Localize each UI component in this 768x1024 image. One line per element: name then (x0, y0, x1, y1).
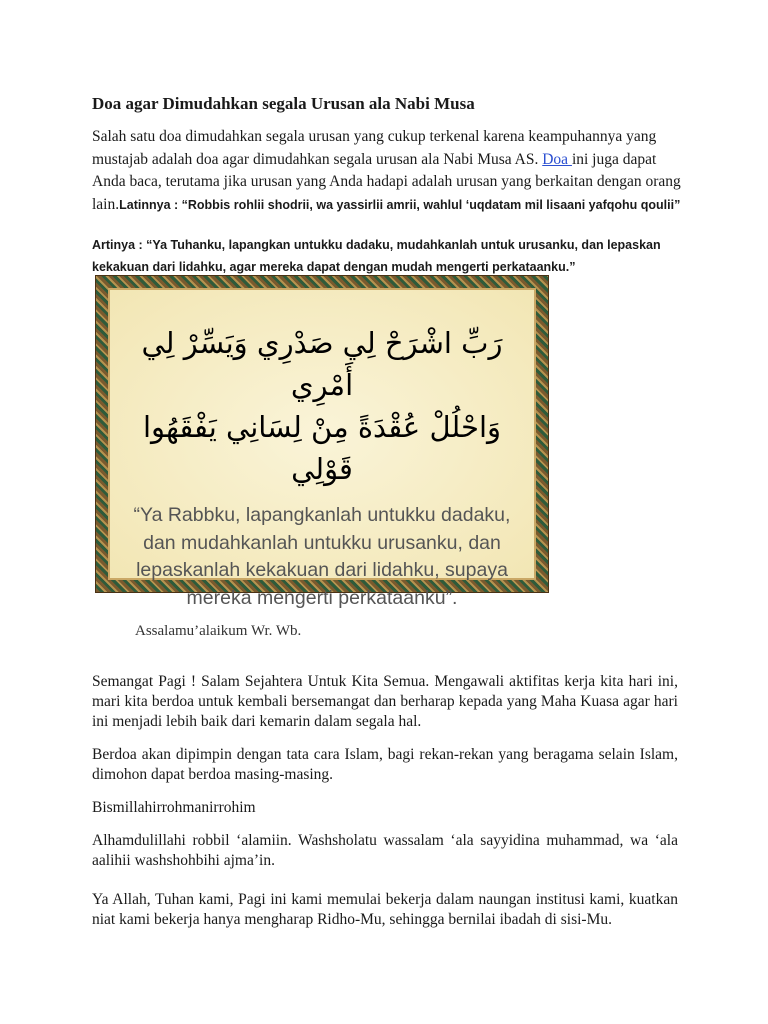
prayer-image-frame (96, 276, 548, 609)
translation-paragraph: Artinya : “Ya Tuhanku, lapangkan untukku dadaku, mudahkanlah untuk urusanku, dan lepaskan kekakuan dari lidahku, agar mereka dapat dengan mudah mengerti perkataanku.” (92, 238, 661, 274)
page-title: Doa agar Dimudahkan segala Urusan ala Nabi Musa (92, 94, 475, 113)
image-translation: “Ya Rabbku, lapangkanlah untukku dadaku, dan mudahkanlah untukku urusanku, dan lepaskanlah kekakuan dari lidahku, supaya mereka mengerti perkataanku”. (133, 504, 511, 609)
intro-text: Salah satu doa dimudahkan segala urusan yang cukup terkenal karena keampuhannya yang mustajab adalah doa agar dimudahkan segala urusan ala Nabi Musa AS. (92, 128, 657, 168)
greeting: Assalamu’alaikum Wr. Wb. (135, 623, 302, 639)
paragraph-hamdalah: Alhamdulillahi robbil ‘alamiin. Washsholatu wassalam ‘ala sayyidina muhammad, wa ‘ala aalihii washshohbihi ajma’in. (92, 832, 678, 869)
intro-paragraph (92, 126, 692, 216)
intro-text-continued: ini juga dapat Anda baca, terutama jika urusan yang Anda hadapi adalah urusan yang berkaitan dengan orang lain. (92, 150, 681, 213)
paragraph-instruction: Berdoa akan dipimpin dengan tata cara Islam, bagi rekan-rekan yang beragama selain Islam, dimohon dapat berdoa masing-masing. (92, 746, 678, 783)
paragraph-prayer: Ya Allah, Tuhan kami, Pagi ini kami memulai bekerja dalam naungan institusi kami, kuatkan niat kami bekerja hanya mengharap Ridho-Mu, sehingga bernilai ibadah di sisi-Mu. (92, 891, 678, 928)
arabic-verse-line-1: رَبِّ اشْرَحْ لِي صَدْرِي وَيَسِّرْ لِي أَمْرِي (141, 326, 503, 402)
paragraph-bismillah: Bismillahirrohmanirrohim (92, 799, 256, 816)
paragraph-opening: Semangat Pagi ! Salam Sejahtera Untuk Kita Semua. Mengawali aktifitas kerja kita hari ini, mari kita berdoa untuk kembali bersemangat dan berharap kepada yang Maha Kuasa agar hari ini menjadi lebih baik dari kemarin dalam segala hal. (92, 673, 678, 730)
prayer-image-content (108, 288, 536, 609)
latin-transliteration: Latinnya : “Robbis rohlii shodrii, wa yassirlii amrii, wahlul ‘uqdatam mil lisaani yafqohu qoulii” (119, 197, 681, 212)
doa-link[interactable]: Doa (542, 150, 572, 168)
arabic-verse-line-2: وَاحْلُلْ عُقْدَةً مِنْ لِسَانِي يَفْقَهُوا قَوْلِي (142, 410, 502, 486)
